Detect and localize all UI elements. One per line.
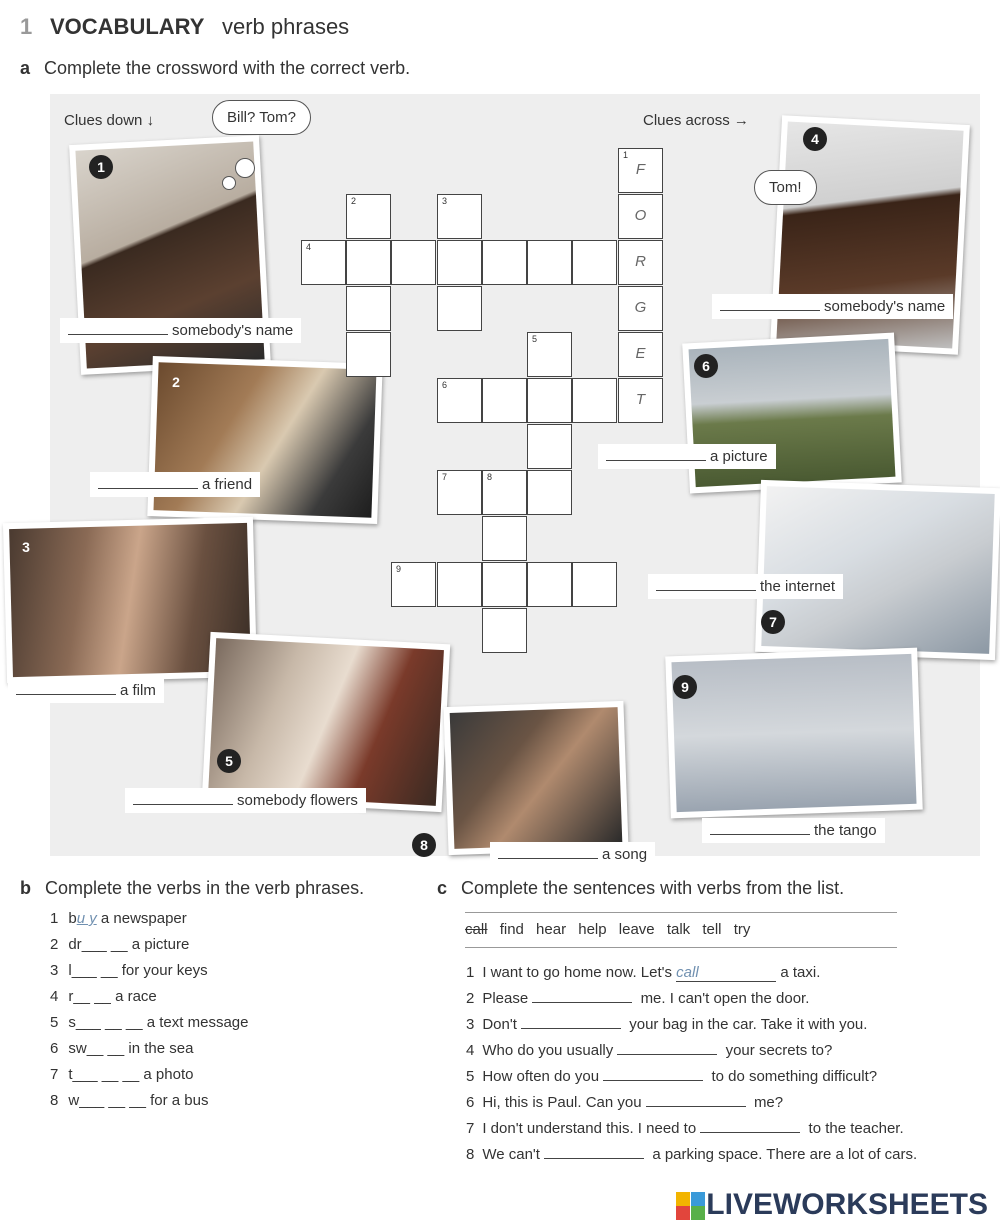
answer-blank[interactable] xyxy=(98,476,198,489)
answer-blank[interactable]: call xyxy=(676,964,776,982)
answer-blank[interactable]: __ __ xyxy=(73,988,111,1005)
word-list-item: talk xyxy=(666,921,691,938)
word-list-item: try xyxy=(733,921,751,938)
list-item: 7 t___ __ __ a photo xyxy=(50,1066,194,1083)
answer-blank[interactable] xyxy=(606,448,706,461)
answer-blank[interactable] xyxy=(68,322,168,335)
cell[interactable] xyxy=(482,608,527,653)
exercise-number: 1 xyxy=(20,14,33,39)
cell[interactable] xyxy=(437,240,482,285)
cell[interactable] xyxy=(527,240,572,285)
cell[interactable]: 6 xyxy=(437,378,482,423)
cell[interactable]: 4 xyxy=(301,240,346,285)
cell[interactable] xyxy=(437,286,482,331)
cell[interactable] xyxy=(572,562,617,607)
list-item: 7 I don't understand this. I need to to the teacher. xyxy=(466,1120,904,1137)
thought-bubble-1: Bill? Tom? xyxy=(212,100,311,135)
photo-6 xyxy=(682,333,902,494)
cell[interactable]: 3 xyxy=(437,194,482,239)
cell[interactable]: 2 xyxy=(346,194,391,239)
list-item: 8 w___ __ __ for a bus xyxy=(50,1092,209,1109)
cell[interactable]: 7 xyxy=(437,470,482,515)
photo-7 xyxy=(755,480,1000,660)
list-item: 2 dr___ __ a picture xyxy=(50,936,190,953)
cell[interactable]: 5 xyxy=(527,332,572,377)
answer-blank[interactable]: ___ __ xyxy=(71,962,118,979)
cell[interactable]: O xyxy=(618,194,663,239)
cell[interactable] xyxy=(482,240,527,285)
word-list-item: tell xyxy=(702,921,722,938)
caption-7: the internet xyxy=(648,574,843,599)
caption-4: somebody's name xyxy=(712,294,953,319)
thought-dot xyxy=(222,176,236,190)
caption-8: a song xyxy=(490,842,655,867)
cell[interactable] xyxy=(527,470,572,515)
badge-9: 9 xyxy=(673,675,697,699)
clues-down-label: Clues down ↓ xyxy=(64,112,155,129)
answer-blank[interactable]: ___ __ xyxy=(81,936,128,953)
word-list-item: call xyxy=(465,921,488,938)
photo-9 xyxy=(665,648,923,819)
cell[interactable] xyxy=(437,562,482,607)
part-c-heading: c Complete the sentences with verbs from the list. xyxy=(437,878,845,898)
word-list-item: hear xyxy=(536,921,567,938)
exercise-title: VOCABULARY xyxy=(50,14,205,39)
badge-8: 8 xyxy=(412,833,436,857)
photo-8 xyxy=(443,701,628,855)
badge-4: 4 xyxy=(803,127,827,151)
badge-5: 5 xyxy=(217,749,241,773)
list-item: 6 sw__ __ in the sea xyxy=(50,1040,194,1057)
list-item: 5 How often do you to do something difficult? xyxy=(466,1068,878,1085)
answer-blank[interactable] xyxy=(521,1016,621,1029)
badge-2: 2 xyxy=(172,374,180,390)
list-item: 5 s___ __ __ a text message xyxy=(50,1014,249,1031)
answer-blank[interactable] xyxy=(617,1042,717,1055)
answer-blank[interactable]: __ __ xyxy=(86,1040,125,1057)
cell[interactable] xyxy=(572,240,617,285)
answer-blank[interactable]: ___ __ __ xyxy=(72,1066,140,1083)
arrow-right-icon: → xyxy=(733,112,749,129)
badge-3: 3 xyxy=(22,539,30,555)
answer-blank[interactable] xyxy=(646,1094,746,1107)
arrow-down-icon: ↓ xyxy=(146,112,155,129)
list-item: 4 Who do you usually your secrets to? xyxy=(466,1042,833,1059)
answer-blank[interactable] xyxy=(16,682,116,695)
cell[interactable] xyxy=(346,332,391,377)
list-item: 2 Please me. I can't open the door. xyxy=(466,990,810,1007)
cell[interactable] xyxy=(346,286,391,331)
caption-9: the tango xyxy=(702,818,885,843)
word-list-item: find xyxy=(499,921,524,938)
clues-across-label: Clues across → xyxy=(643,112,749,129)
answer-blank[interactable] xyxy=(656,578,756,591)
answer-blank[interactable]: ___ __ __ xyxy=(79,1092,146,1109)
word-list-item: leave xyxy=(618,921,655,938)
list-item: 1 bu y a newspaper xyxy=(50,910,187,927)
caption-2: a friend xyxy=(90,472,260,497)
answer-blank[interactable] xyxy=(498,846,598,859)
cell[interactable]: R xyxy=(618,240,663,285)
list-item: 6 Hi, this is Paul. Can you me? xyxy=(466,1094,784,1111)
list-item: 3 l___ __ for your keys xyxy=(50,962,208,979)
cell[interactable] xyxy=(572,378,617,423)
cell[interactable] xyxy=(527,562,572,607)
part-a-instruction: Complete the crossword with the correct verb. xyxy=(44,58,411,78)
cell[interactable] xyxy=(346,240,391,285)
cell[interactable] xyxy=(482,516,527,561)
cell[interactable]: T xyxy=(618,378,663,423)
cell[interactable] xyxy=(527,424,572,469)
answer-blank[interactable] xyxy=(720,298,820,311)
caption-5: somebody flowers xyxy=(125,788,366,813)
answer-blank[interactable] xyxy=(603,1068,703,1081)
cell[interactable]: 1 F xyxy=(618,148,663,193)
cell[interactable]: E xyxy=(618,332,663,377)
answer-blank[interactable] xyxy=(133,792,233,805)
cell[interactable] xyxy=(527,378,572,423)
exercise-subtitle: verb phrases xyxy=(222,14,350,39)
thought-dot xyxy=(235,158,255,178)
photo-5 xyxy=(202,632,450,812)
part-b-heading: b Complete the verbs in the verb phrases. xyxy=(20,878,365,898)
answer-blank[interactable] xyxy=(532,990,632,1003)
list-item: 3 Don't your bag in the car. Take it with you. xyxy=(466,1016,868,1033)
caption-3: a film xyxy=(8,678,164,703)
badge-7: 7 xyxy=(761,610,785,634)
list-item: 8 We can't a parking space. There are a lot of cars. xyxy=(466,1146,918,1163)
cell[interactable] xyxy=(482,562,527,607)
cell[interactable] xyxy=(482,378,527,423)
speech-bubble-4: Tom! xyxy=(754,170,817,205)
list-item: 4 r__ __ a race xyxy=(50,988,157,1005)
caption-6: a picture xyxy=(598,444,776,469)
answer-blank[interactable] xyxy=(710,822,810,835)
cell[interactable] xyxy=(391,240,436,285)
cell[interactable]: 8 xyxy=(482,470,527,515)
badge-6: 6 xyxy=(694,354,718,378)
part-a-heading xyxy=(20,58,410,79)
answer-blank[interactable] xyxy=(700,1120,800,1133)
word-list-item: help xyxy=(578,921,607,938)
logo-icon xyxy=(676,1192,706,1220)
part-a-letter: a xyxy=(20,58,31,78)
liveworksheets-logo: LIVEWORKSHEETS xyxy=(676,1188,988,1222)
cell[interactable]: G xyxy=(618,286,663,331)
answer-blank[interactable] xyxy=(544,1146,644,1159)
word-list xyxy=(465,912,897,948)
badge-1: 1 xyxy=(89,155,113,179)
answer-blank[interactable]: ___ __ __ xyxy=(75,1014,143,1031)
list-item: 1 I want to go home now. Let's call a taxi. xyxy=(466,964,821,981)
answer-blank[interactable]: u y xyxy=(76,910,97,927)
cell[interactable]: 9 xyxy=(391,562,436,607)
caption-1: somebody's name xyxy=(60,318,301,343)
